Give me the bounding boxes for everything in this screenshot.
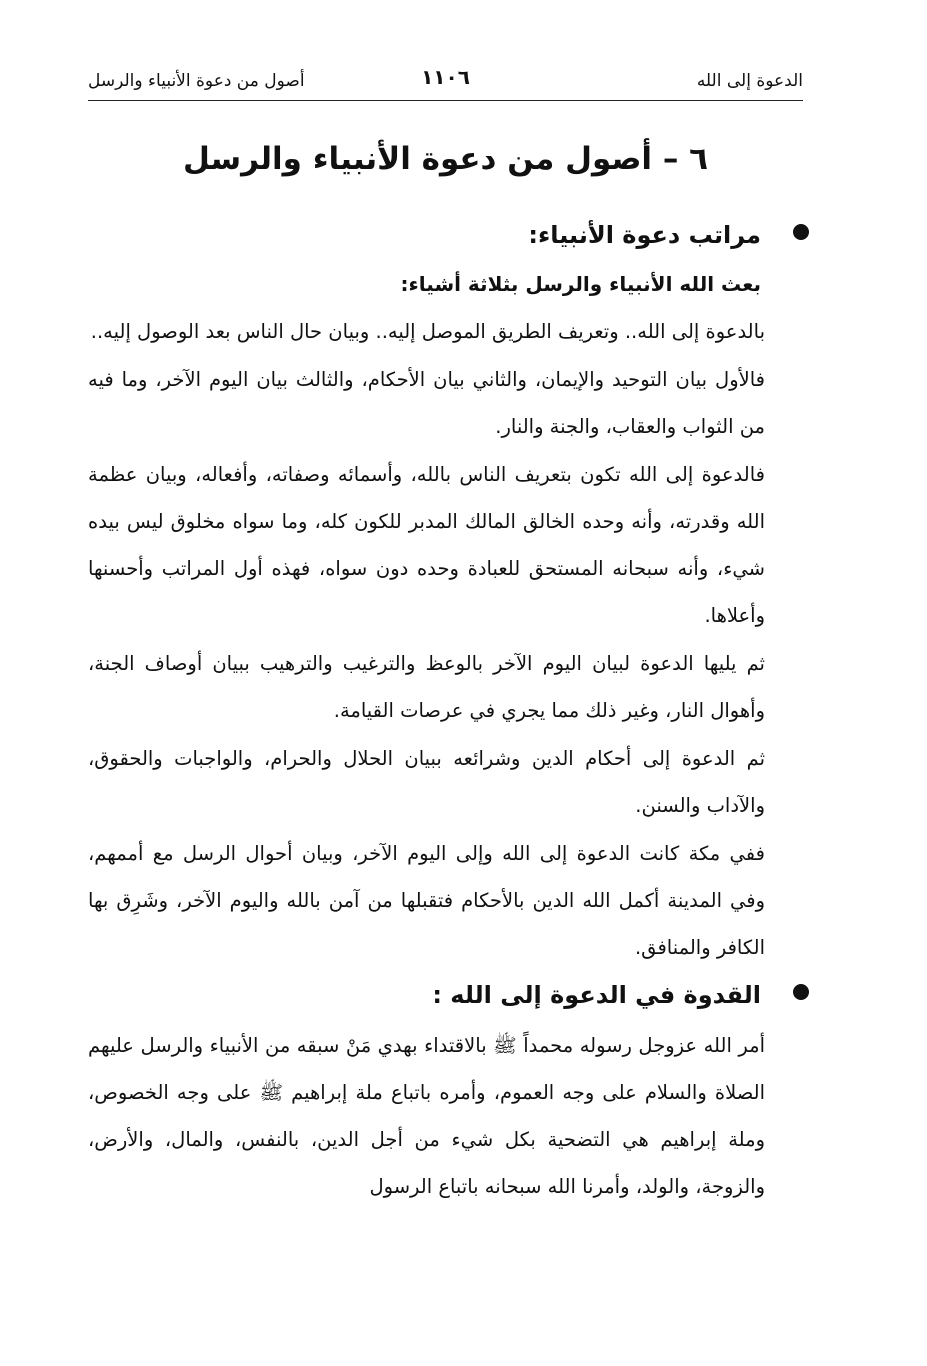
paragraph: أمر الله عزوجل رسوله محمداً ﷺ بالاقتداء بهدي مَنْ سبقه من الأنبياء والرسل عليهم الصلاة والسلام على وجه العموم، وأمره باتباع ملة إبراهيم ﷺ على وجه الخصوص، وملة إبراهيم هي التضحية بكل شيء من أجل الدين، بالنفس، والمال، والأرض، والزوجة، والولد، وأمرنا الله سبحانه باتباع الرسول — [88, 1034, 765, 1198]
page-number: ١١٠٦ — [421, 65, 470, 89]
paragraph: ثم الدعوة إلى أحكام الدين وشرائعه ببيان الحلال والحرام، والواجبات والحقوق، والآداب والسنن. — [88, 747, 765, 817]
paragraph: فالدعوة إلى الله تكون بتعريف الناس بالله، وأسمائه وصفاته، وأفعاله، وبيان عظمة الله وقدرته، وأنه وحده الخالق المالك المدبر للكون كله، وما سواه مخلوق ليس بيده شيء، وأنه سبحانه المستحق للعبادة وحده دون سواه، فهذه أول المراتب وأحسنها وأعلاها. — [88, 463, 765, 627]
paragraph: فالأول بيان التوحيد والإيمان، والثاني بيان الأحكام، والثالث بيان اليوم الآخر، وما فيه من الثواب والعقاب، والجنة والنار. — [88, 368, 765, 438]
section-subheading: بعث الله الأنبياء والرسل بثلاثة أشياء: — [400, 272, 761, 296]
section-heading-text: القدوة في الدعوة إلى الله : — [432, 981, 761, 1009]
bullet-icon — [793, 984, 809, 1000]
chapter-title: ٦ – أصول من دعوة الأنبياء والرسل — [182, 141, 709, 177]
paragraph: بالدعوة إلى الله.. وتعريف الطريق الموصل إليه.. وبيان حال الناس بعد الوصول إليه.. — [90, 320, 765, 343]
section-heading — [88, 212, 761, 258]
paragraph: ففي مكة كانت الدعوة إلى الله وإلى اليوم الآخر، وبيان أحوال الرسل مع أممهم، وفي المدينة أكمل الله الدين بالأحكام فتقبلها من آمن بالله واليوم الآخر، وشَرِق بها الكافر والمنافق. — [88, 842, 765, 959]
running-header — [88, 66, 803, 101]
section-heading — [88, 972, 761, 1018]
bullet-icon — [793, 224, 809, 240]
header-chapter-title: أصول من دعوة الأنبياء والرسل — [88, 71, 305, 91]
page-body — [88, 212, 765, 1211]
header-book-title: الدعوة إلى الله — [696, 71, 803, 91]
paragraph: ثم يليها الدعوة لبيان اليوم الآخر بالوعظ والترغيب والترهيب ببيان أوصاف الجنة، وأهوال النار، وغير ذلك مما يجري في عرصات القيامة. — [88, 652, 765, 722]
section-heading-text: مراتب دعوة الأنبياء: — [528, 221, 761, 249]
